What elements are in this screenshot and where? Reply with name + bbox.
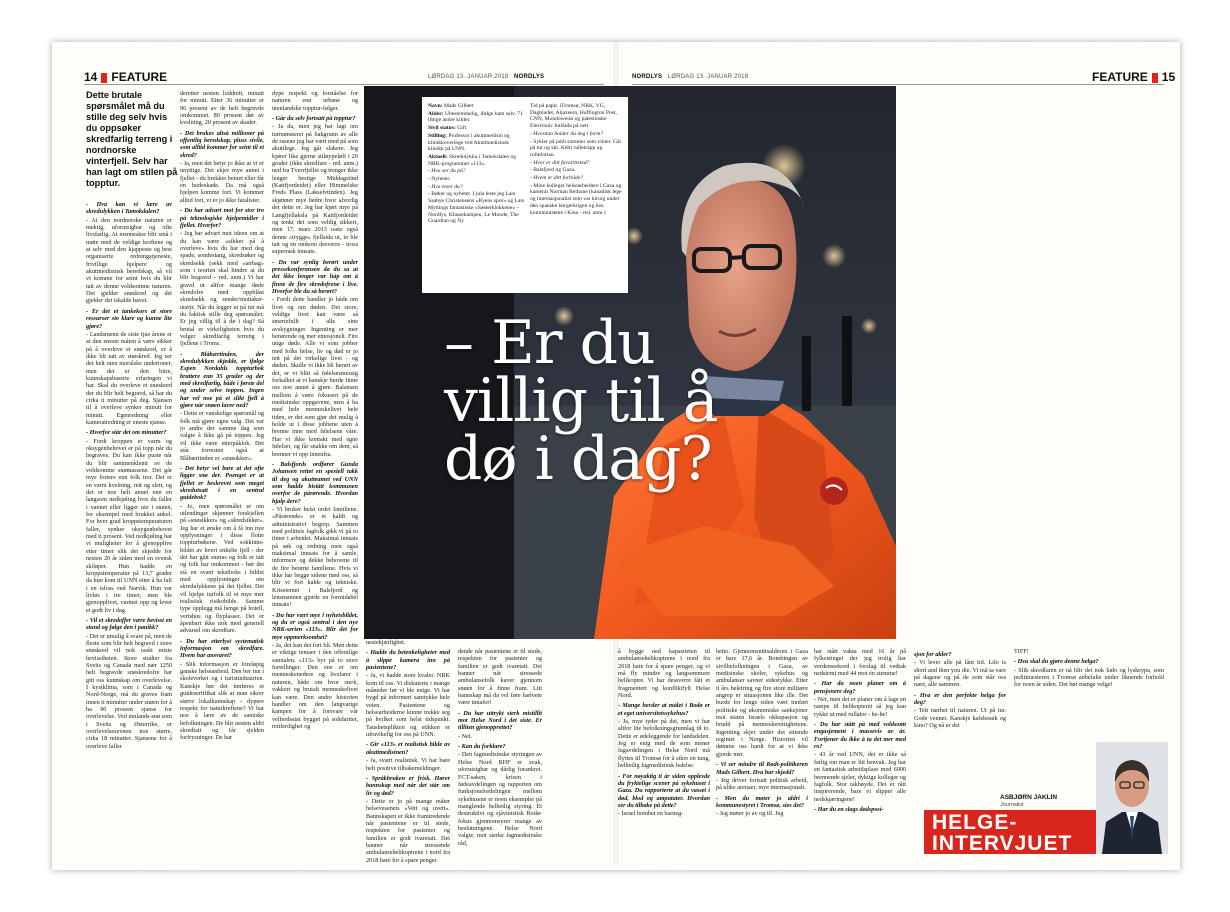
interview-answer: - Ja, men det betyr jo ikke at vi er unyttige. Det skjer mye annet i fjellet - du brekker beinet eller får en hodeskade. Da må også hjelpen komme fort. Vi kommer alltid fort, vi er jo ikke fatalister. — [180, 160, 264, 204]
right-runhead — [632, 74, 748, 80]
factbox-column-2 — [530, 103, 628, 217]
factbox-entry — [428, 168, 526, 175]
interview-question: - Det brukes altså millioner på offentlig beredskap, pluss sivile, som alltid kommer for seint til et skred? — [180, 129, 264, 159]
interview-answer: TIFF! — [1014, 648, 1029, 655]
byline-block — [924, 742, 1172, 858]
factbox — [422, 97, 628, 293]
runhead-date: LØRDAG 13. JANUAR 2018 — [667, 74, 749, 80]
interview-question: - Hva skal du gjøre denne helga? — [1014, 658, 1099, 666]
interview-answer: - 43 år ved UNN, det er ikke så farlig om man er litt benvak. Jeg har en fantastisk arbeidsplass med 6000 brennende sjeler, dyktige kolleger og fagfolk. Stor takhøyde. Det er rått inspirerende, bare vi slipper alle nedskjæringene! — [814, 751, 906, 803]
interview-answer: - Jeg har advart mot ideen om at du kan være «sikker på å overleve» hvis du har med deg spade, sondestang, skredsøker og skredsekk (sekk med «airbag» som i teorien skal hindre at du blir begravd - red. anm.) Vi har gravd ut altfor mange døde skredofre med oppblåst skredsekk og sender/mottaker-utstyr. Når du legger ut på tur må du faktisk stille deg spørsmålet: Er jeg villig til å dø i dag? Så brutal er virkeligheten hvis du velger skredfarlig terreng i fjellene i Troms. — [180, 230, 264, 348]
factbox-entry: - Hvem er ditt forbilde? — [530, 175, 584, 182]
interview-answer: å bygge ned kapasiteten til ambulansehelikoptrene i nord fra 2018 bare for å spare penger, og vi må fly mindre og langsommere helikoptre. Vi har dessverre fått et fragmentert og konfliktfylt Helse Nord. — [618, 648, 710, 700]
interview-answer: - Ja, svært realistisk. Vi har bare helt positive tilbakemeldinger. — [366, 757, 450, 772]
factbox-value: Gift — [457, 125, 467, 132]
interview-question: - Du har stått på med voldsomt engasjement i massevis av år. Fortjener du ikke å ta det mer med ro? — [814, 721, 906, 751]
factbox-entry — [428, 103, 526, 110]
runhead-paper: NORDLYS — [514, 74, 545, 80]
article-column-6 — [618, 648, 710, 862]
interview-question: - Språkbruken er frisk. Hører bannskap med når det står om liv og død? — [366, 774, 450, 797]
article-column-1 — [86, 198, 172, 862]
interview-answer: - Dette er vanskelige spørsmål og folk må gjøre egne valg. Det var jo andre der samme dag som valgte å ikke gå på toppen. Jeg vil ikke være etterpåklok. Det står forresten også at Blåbærtinden er «snøsikker». — [180, 410, 264, 462]
banner-line-2: INTERVJUET — [932, 832, 1073, 855]
article-column-7 — [716, 648, 808, 862]
factbox-entry: - Balsfjord og Gaza. — [530, 167, 576, 174]
interview-question: - Går du selv fortsatt på topptur? — [272, 115, 356, 123]
journalist-portrait — [1096, 742, 1168, 854]
factbox-entry: Tid på papir. iTromsø, NRK, VG, Dagbladet, Aljazeera, Huffington Post, CNN, Mondoweiss og palestinske Electronic Intifada på nett. — [530, 103, 617, 130]
interview-question: - Men du møter jo aldri i kommunestyret i Tromsø, sies det? — [716, 794, 808, 809]
interview-answer: - Ja, vi hadde store kvaler. NRK kom til oss. Vi diskuterte i mange måneder før vi ble enige. Vi har bygd på informert samtykke hele veien. Pasientene og helsearbeiderne kunne trekke seg på hvilket som helst tidspunkt. Taushetsplikten og etikken er ufravikelig for oss på UNN. — [366, 672, 450, 739]
article-column-5 — [458, 648, 542, 862]
interview-question: - Balsfjords ordfører Gunda Johansen rettet en spesiell takk til deg og akutteamet ved UNN som hadde bistått kommunen overfor de pårørende. Hvordan hjalp dere? — [272, 460, 358, 505]
interview-answer: dende når pasientene er til stede, respekten for pasienter og familien er godt ivaretatt. Det banner når stressede ambulansefolk kaver gjennom snøen for å finne fram. Litt bannskap må da vel føre hælvete være innafor! — [458, 648, 542, 707]
interview-answer: - Dette er jo på mange måter helsevesenets «Vett og uvett». Bannskapen er ikke framtredende når pasientene er til stede, respekten for pasienter og familien er godt ivaretatt. Det banner når stressende ambulansehelikoptrene i nord fra 2018 bare for å spare penger. — [366, 797, 450, 864]
interview-answer: - Jo, men spørsmålet er om utlendinger skjønner forskjellen på «snøsikker» og «skredsikker». Jeg har et ønske om å få inn nye opplysninger i disse flotte toppturbøkene. Ved sokkinns-bildet av hvert enkelte fjell - der det har gått snøras og folk er tatt og folk har omkommet - bør det stå en svært tekstboks i bildet med opplysninger om skredulykkene på det fjellet. Det vil hjelpe turfolk til et mye mer realistisk risikobilde. Samme type opplegg må henge på hotell, vertshus og flyplasser. Det er åpenbart ikke nok med generell advarsel om skredfare. — [180, 502, 264, 635]
factbox-entry: - Mine kolleger helsearbeidere i Gaza og kamerat Norman Bethune (kanadisk lege og internasjonalist som var kirurg under den spanske borgerkrigen og hos kommunistene i Kina - red. anm.) — [530, 182, 622, 216]
interview-question: - Har du en slags dødsposi- — [814, 805, 884, 813]
headline: – Er du villig til å dø i dag? — [444, 308, 718, 494]
interview-question: - Du var synlig berørt under pressekonferansen da du sa at det ikke lenger var håp om å finne de fire skredofrene i live. Hvorfor ble du så berørt? — [272, 258, 358, 295]
factbox-entry — [428, 176, 526, 183]
interview-answer: - Fordi dette handler jo både om livet og om døden. Det store, veldige livet kan være så smertefullt i alle sine avskygninger. Ingenting er mer berørende og mer emosjonelt. Fire unge døde. Alle vi som jobber med folks helse, liv og død er jo tett på det virkelige livet - og døden. Skulle vi ikke bli berørt av det, er vi blitt så følelsesmessig forkalket at vi kanskje burde finne oss noe annet å gjøre. Balansen mellom å være fokusert på de medisinske oppgavene, men å ha med hele menneskelivet hele tiden, er det som gjør det mulig å holde ut i disse jobbene uten å brenne inne med følelsene våre. Har vi ikke kontakt med egne følelser, og får snakke om dem, så brenner vi opp innenfra. — [272, 296, 358, 458]
interview-answer: - Vi lever alle på lånt tid. Life is short and then you die. Vi må ta vare på dagene og på de som står oss nært, alle sammen. — [914, 659, 1006, 689]
section-marker — [101, 73, 107, 83]
page-number: 14 — [84, 70, 98, 84]
interview-question: - For nøyaktig ti år siden opplevde du fryktelige scener på sykehuset i Gaza. Du rapporterte at du vasset i død, blod og amputater. Hvordan ser du tilbake på dette? — [618, 772, 710, 809]
interview-question: - Hadde du betenkeligheter med å slippe kamera inn på pasientene? — [366, 649, 450, 672]
interview-answer: har stått vakta med 16 år på fylkestinget der jeg trolig har verdensrekord i forslag til vedtak nedstemt med 44 mot én stemme! — [814, 648, 906, 678]
interview-question: - Kan du forklare? — [458, 743, 506, 751]
interview-question: - Mange hevder at målet i Bodø er et eget universitetssykehus? — [618, 702, 710, 717]
interview-answer: - Det er umulig å svare på, men de fleste som blir helt begravd i store snøskred vil nok raskt miste bevisstheten. Store studier fra Sveits og Canada med nær 1250 helt begravde snøskredofre har gitt oss kunnskap om overlevelse. I kystklima, som i Canada og Nord-Norge, må du graves fram innen ti minutter under snøen for å ha 90 prosent sjanse for overlevelse. Ved innlands-snø som i Sveits og Østerrike, er overlevelsesevnen noe større, cirka 18 minutter. Sjansene for å overleve faller — [86, 632, 172, 750]
article-column-9 — [914, 648, 1006, 740]
interview-answer: - Ja, det kan det fort bli. Men dette er viktige temaer i den offentlige samtalen. «113» byr på to store fortellinger. Den ene er om menneskenedere og livsfarer i naturen, både om hvor sterk, vakkert og brutalt menneskelivet kan være. Den andre historien handler om den langvarige kampen for å forsvare vår velferdsstat bygget på solidaritet, rettferdighet og — [272, 642, 358, 730]
factbox-entry — [428, 125, 526, 132]
interview-question: - Har du noen planer om å pensjonere deg? — [814, 680, 906, 695]
factbox-value: - Bøker og nyheter. I jula leste jeg Lars Saabye Christensens «Byens spor» og Lars Myttings fantastiske «Søsterklokkene» – Nordlys, Klassekampen, Le Monde, The Guardian og Ny — [428, 191, 525, 225]
interview-answer: - Israel bombet en barneg- — [618, 810, 684, 818]
interview-question: - Hvorfor står det om minutter? — [86, 429, 167, 437]
factbox-entry: - Hvordan holder du deg i form? — [530, 130, 604, 137]
helge-intervjuet-banner — [924, 810, 1096, 854]
interview-question: - Er det et tankekors at store ressurser sto klare og kunne lite gjøre? — [86, 307, 172, 330]
factbox-value: - Nyheter. — [428, 176, 451, 183]
interview-answer: - Nei, men det er planer om å lage en rampe til helikopteret så jeg kan rykke ut med rullator - he-he! — [814, 696, 906, 718]
newspaper-spread — [52, 42, 1180, 870]
byline-name: ASBJØRN JAKLIN — [1000, 794, 1058, 801]
interview-question: - Vil et skredoffer være bevisst en stund og følge den i panikk? — [86, 616, 172, 632]
article-intro: Dette brutale spørsmålet må du stille deg selv hvis du oppsøker skredfarlig terreng i nordnorske vinterfjell. Selv har han lagt om stilen på topptur. — [86, 90, 178, 188]
factbox-label: Stilling: — [428, 132, 449, 139]
interview-question: - Blåbærtinden, der skredulykken skjedde, er ifølge Espen Nordahls toppturbok brattere enn 35 grader og der med skredfarlig, både i første del og under selve toppen. Ingen har vel noe på et slikt fjell å gjøre når snøen laver ned? — [180, 350, 264, 410]
banner-line-1: HELGE- — [932, 811, 1018, 834]
runhead-paper: NORDLYS — [632, 74, 663, 80]
factbox-label: Sivil status: — [428, 125, 458, 132]
interview-answer: - Slik informasjon er foreløpig ganske helseanbeid. Den ber inn i skoleverket og i turistindustrien. Kanskje bør det innføres et guidesertifikat slik at man sikrer større lokalkunnskap - dypere respekt for naturkreftene? Vi har noe å lære av de samiske befolkningen. De blir nesten aldri skredtatt og får sjelden forfrysninger. De har — [180, 660, 264, 742]
interview-answer: dype respekt og forståelse for naturen enn urbane og utenlandske topptur-følger. — [272, 90, 358, 112]
section-label: FEATURE — [1092, 70, 1148, 84]
factbox-label: Alder: — [428, 110, 445, 117]
right-header-rule — [632, 84, 1164, 85]
article-column-2 — [180, 90, 264, 862]
interview-answer: - Jeg driver fortsatt politisk arbeid, på ulike arenaer, mye internasjonalt. — [716, 776, 808, 792]
factbox-entry: - Hvor er ditt favorittsted? — [530, 159, 590, 166]
byline-role: Journalist — [1000, 802, 1024, 808]
article-column-4 — [366, 639, 450, 864]
interview-answer: - Jeg møter jo av og til. Jeg — [716, 810, 784, 818]
journalist-photo — [1096, 742, 1168, 854]
interview-answer: - Ja, mye tyder på det, men vi har altfor lite befolkningsgrunnlag til to. Dette er ødeleggende for landsdelen. Jeg er enig med de som mener fagavdelingen i Helse Nord må flyttes til Tromsø for å sikre en tung, helhetlig fagmedisinsk ledelse. — [618, 718, 710, 770]
interview-answer: - Slik skredfaren er nå blir det nok ludo og lyskeypa, som politimesteren i Tromsø anbefalte under liknende forhold for noen år siden. Det bør mange velge! — [1014, 666, 1164, 689]
factbox-value: - Hva leser du? — [428, 183, 463, 190]
factbox-entry — [428, 154, 526, 167]
right-folio — [1092, 70, 1175, 84]
article-column-10 — [1014, 648, 1164, 740]
interview-question: sjon for alder? — [914, 651, 952, 658]
interview-answer: - Ja da, men jeg har lagt om turmønsteret på bakgrunn av alle de rasene jeg har vært med på som akuttlege. Jeg går slakere. Jeg kjører like gjerne stiløypeløft i 20 grader (ikke skredfare - red. anm.) ned fra Tverrfjellet og trenger ikke lenger bestige Middagstind (Kattfjordeidet) eller Himmelske Freds Plass (Lakselvtinden). Jeg skjønner mye bedre hvor alvorlig det dette er. Jeg har kjørt mye på Langfjellaksla på Kattfjordeidet og tenkt det som veldig sikkert, men 17. mars 2013 raste også denne «trygge» fjellsida ut, to ble tatt og en omkom desverre - tross superrask innsats. — [272, 123, 358, 256]
interview-answer: - Landsmenn de siste tjue årene er at den eneste måten å være sikker på å overleve et snøskred, er å ikke bli tatt av snøskred. Jeg ser det helt uten moralske undertoner, men det er den bitre, kunnskapsbaserte erfaringen vi har. Skal du overleve et snøskred der du blir helt begravd, så har du cirka ti minutter på deg. Sjansen til å overleve synker minutt for minutt. Egenredning eller kameratredning er eneste sjanse. — [86, 330, 172, 426]
page-number: 15 — [1161, 70, 1176, 84]
interview-question: - Du har vært mye i nyhetsbildet, og du er også sentral i den nye NRK-serien «113». Blir det for mye oppmerksomhet? — [272, 611, 358, 641]
interview-answer: - Vi bruker helst ordet familiene. «Pårørende» er et kaldt og administrativt begrep. Sammen med politiets fagfolk gikk vi på to timer i arbeidet. Maksimal innsats på søk og redning men også maksimal innsats for å samle, informere og dekke behovene til de fire berørte familiene. Hvis vi ikke har begge sidene med oss, så blir vi fort kalde og tekniske. Krisetemet i Balsfjord og lensmannen gjorde en formidabel innsats! — [272, 505, 358, 609]
factbox-value: Ubestemmelig, ifølge ham selv. 71 ifølge andre kilder. — [428, 110, 523, 124]
interview-question: - Du har uttrykt sterk mistillit mot Helse Nord i det siste. Er tilliten gjenopprettet? — [458, 709, 542, 732]
factbox-label: Navn: — [428, 103, 445, 109]
factbox-entry — [428, 133, 526, 153]
factbox-entry: - Sykler på jobb sommer som vinter. Går på tur og ski. Aldri rulletrapp og rullefortau. — [530, 138, 622, 158]
article-column-8 — [814, 648, 906, 862]
interview-answer: deretter nesten loddrett, minutt for minutt. Etter 36 minutter er 96 prosent av de helt begravde omkommet. 80 prosent dør av kvelning, 20 prosent av skader. — [180, 90, 264, 127]
left-header-rule — [84, 84, 604, 85]
article-column-3 — [272, 90, 358, 862]
interview-question: - Hva er den perfekte helga for deg? — [914, 691, 1006, 707]
factbox-value: - Hva ser du på? — [428, 168, 466, 175]
interview-question: - Du har etterlyst systematisk informasjon om skredfare. Hvem har ansvaret? — [180, 637, 264, 660]
factbox-label: Aktuell: — [428, 153, 449, 160]
interview-answer: - Fordi kroppen er varm og oksygenbehovet er på topp når du begraves. Du kan ikke puste når du blir sammenklemt av de voldsomme snømassene. Det går mye fortere enn folk tror. Det er en varm kvelning, rett og slett, og det er noe helt annet enn en langsom nedkjøling hvis du faller i vannet eller ligger ute i snøen, for eksempel med brukket ankel. For hver grad kroppstemperaturen faller, synker oksygenbehovet med ti prosent. Ved nedkjøling har vi muligheter for å gjenopplive etter timer slik det skjedde for nesten 20 år siden med en svensk skiløper. Hun hadde en kroppstemperatur på 13,7 grader da hun kom til UNN etter å ha falt i en isfoss ved Narvik. Hun var livløs i tre timer, men ble gjenopplivet, varmet opp og lever et godt liv i dag. — [86, 437, 172, 614]
factbox-column-1 — [428, 103, 526, 226]
runhead-date: LØRDAG 13. JANUAR 2018 — [428, 74, 509, 80]
interview-question: - Du har advart mot for stor tro på teknologiske hjelpemidler i fjellet. Hvorfor? — [180, 207, 264, 229]
interview-question: - Hva kan vi lære av skredulykken i Tamokdalen? — [86, 201, 172, 216]
left-folio — [84, 70, 167, 84]
left-runhead — [428, 74, 544, 80]
interview-answer: hetto. Gjennomsnittsalderen i Gaza er bare 17,6 år. Bombingen av sivilbefolkningen i Gaza, av medisinske skoler, sykehus og ambulanser savner sidestykke. Etter ti års beleiring og fire store militære angrep er situasjonen like ille. Det burde for lenge siden vært innført politiske og økonomiske sanksjoner mot staten Israels okkupasjon og brudd på menneskerettighetene. Ingenting skjer under det sittende regimet i Norge. Historien vil dømme oss hardt for at vi ikke gjorde mer. — [716, 648, 808, 758]
interview-question: - Det betyr vel bare at det ofte ligger snø der. Poenget er at fjellet er beskrevet som meget skredutsatt i en sentral guidebok? — [180, 464, 264, 502]
factbox-entry — [428, 191, 526, 225]
section-marker — [1152, 73, 1158, 83]
interview-answer: - At den nordnorske naturen er mektig, uforutsigbar og ofte livsfarlig. At mennesker blir små i møte med de veldige kreftene og at selv med den kjappeste og best organiserte redningstjeneste, frivillige hjelpere og akuttmedisinsk beredskap, så vil vi komme for seint hvis du blir tatt av denne voldsomme naturen. Det gjelder snøskred og det gjelder det iskalde havet. — [86, 216, 172, 305]
section-label: FEATURE — [111, 70, 168, 84]
interview-question: - Gir «113» et realistisk bilde av akuttmedisinen? — [366, 741, 450, 756]
factbox-value: Professor i akuttmedisin og klinikkoverlege ved Akuttmedisinsk klinikk på UNN. — [428, 132, 510, 153]
interview-answer: nestekjærlighet. — [366, 639, 406, 646]
interview-answer: - Tett nærhet til naturen. Ut på tur. Gode venner. Kanskje kafebesøk og kino? Og nå er det — [914, 707, 1006, 730]
interview-answer: - Den fagmedisinske styringen av Helse Nord RHF er svak, uforutsigbar og dårlig forankret. FCT-saken, krisen i fødeavdelingen og rapporten om funksjonsfordelingen mellom sykehusene er noen eksempler på manglende helhetlig styring. Et destruktivt og sjåvinistisk Bodø-fokus gjennomsyrer mange av beslutningene. Helse Nord valgte, mot sterke fagmedisinske råd, — [458, 751, 542, 847]
factbox-value: Skredulykka i Tamokdalen og NRK-programmet «113». — [428, 153, 517, 167]
factbox-entry — [428, 184, 526, 191]
interview-question: - Vi ser mindre til Rødt-politikeren Mads Gilbert. Hva har skjedd? — [716, 761, 808, 776]
factbox-entry — [428, 111, 526, 124]
interview-answer: - Nei. — [458, 732, 473, 740]
torn-edge-bottom — [52, 862, 1180, 870]
factbox-value: Mads Gilbert — [444, 103, 474, 109]
